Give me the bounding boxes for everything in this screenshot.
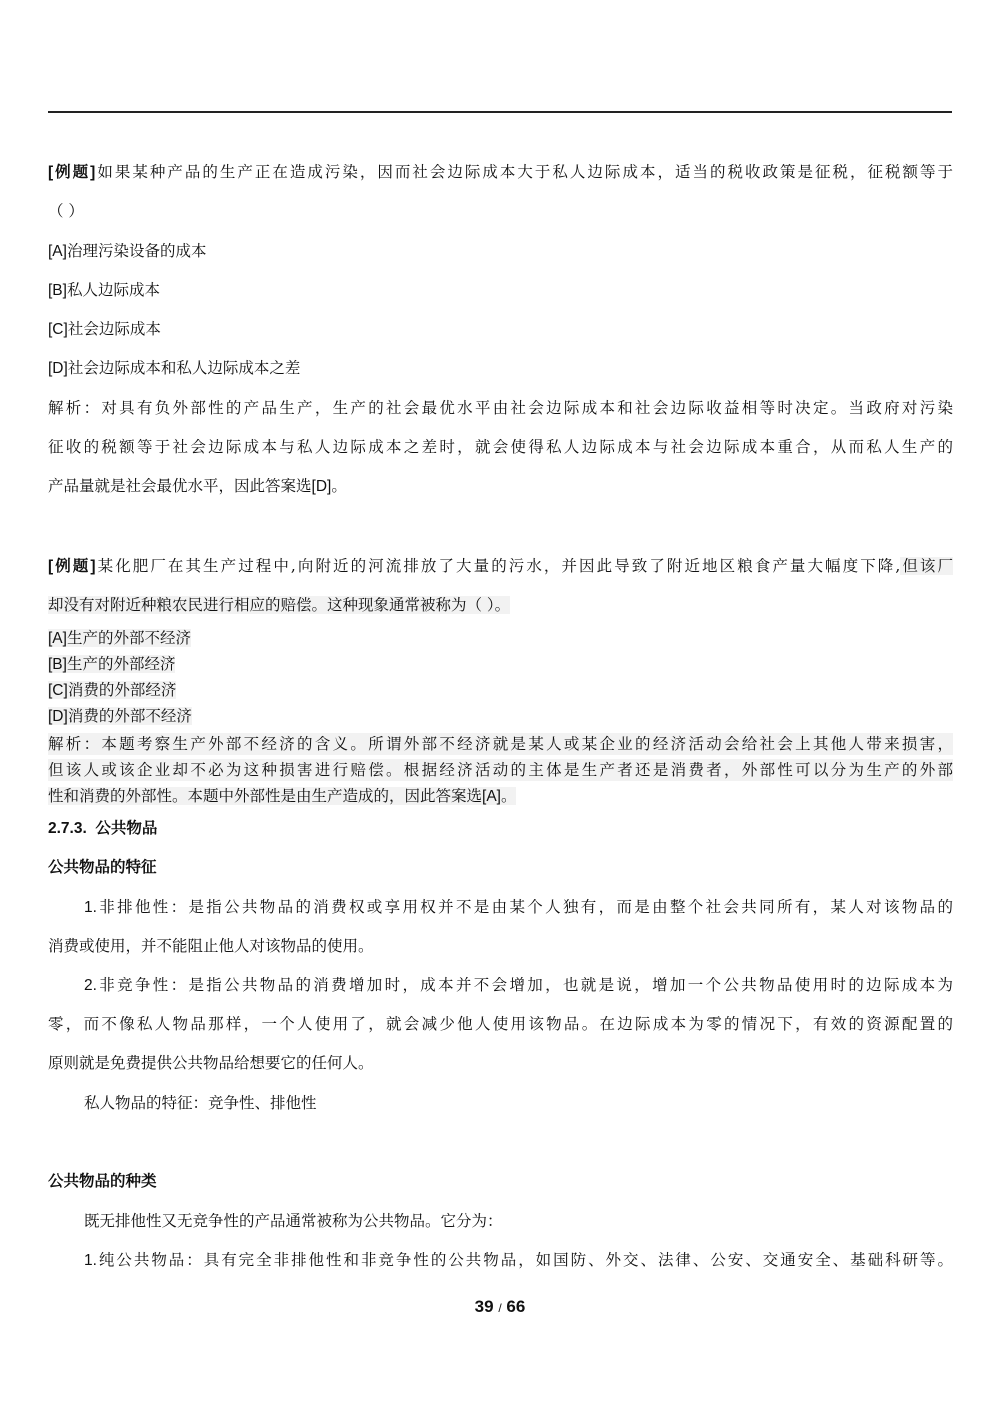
page-number [0,1297,1000,1317]
example2-option-d: [D]消费的外部不经济 [48,707,192,725]
types-heading: 公共物品的种类 [48,1173,157,1190]
example1-tag: [例题] [48,164,96,181]
types-intro: 既无排他性又无竞争性的产品通常被称为公共物品。它分为： [84,1212,503,1230]
example1-option-a: [A]治理污染设备的成本 [48,242,207,260]
features-item2-line2: 零，而不像私人物品那样，一个人使用了，就会减少他人使用该物品。在边际成本为零的情况下，有效的资源配置的 [48,1015,953,1033]
example1-question-line1: [例题]如果某种产品的生产正在造成污染，因而社会边际成本大于私人边际成本，适当的税收政策是征税，征税额等于 [48,163,953,181]
example1-question-line2: （ ） [48,202,84,220]
example1-option-c: [C]社会边际成本 [48,320,161,338]
header-rule [48,111,952,113]
example2-option-b: [B]生产的外部经济 [48,655,176,673]
example2-analysis-line1: 解析：本题考察生产外部不经济的含义。所谓外部不经济就是某人或某企业的经济活动会给社会上其他人带来损害， [48,735,953,753]
example1-option-b: [B]私人边际成本 [48,281,160,299]
types-item1: 1.纯公共物品：具有完全非排他性和非竞争性的公共物品，如国防、外交、法律、公安、交通安全、基础科研等。 [84,1251,953,1269]
features-item1-line1: 1.非排他性：是指公共物品的消费权或享用权并不是由某个人独有，而是由整个社会共同所有，某人对该物品的 [84,898,953,916]
example2-question-line2: 却没有对附近种粮农民进行相应的赔偿。这种现象通常被称为（ ）。 [48,596,511,614]
example1-analysis-line3: 产品量就是社会最优水平，因此答案选[D]。 [48,477,347,495]
features-item2-line1: 2.非竞争性：是指公共物品的消费增加时，成本并不会增加，也就是说，增加一个公共物品使用时的边际成本为 [84,976,953,994]
current-page: 39 [474,1297,494,1316]
page-separator: / [498,1301,502,1315]
example2-analysis-line2: 但该人或该企业却不必为这种损害进行赔偿。根据经济活动的主体是生产者还是消费者，外部性可以分为生产的外部 [48,761,953,779]
features-item1-line2: 消费或使用，并不能阻止他人对该物品的使用。 [48,937,374,955]
example2-question-line1: [例题]某化肥厂在其生产过程中,向附近的河流排放了大量的污水，并因此导致了附近地区粮食产量大幅度下降,但该厂 [48,557,953,575]
features-item2-line3: 原则就是免费提供公共物品给想要它的任何人。 [48,1054,374,1072]
example2-analysis-line3: 性和消费的外部性。本题中外部性是由生产造成的，因此答案选[A]。 [48,787,517,805]
features-heading: 公共物品的特征 [48,859,157,876]
section-heading: 2.7.3. 公共物品 [48,820,158,837]
example1-analysis-line2: 征收的税额等于社会边际成本与私人边际成本之差时，就会使得私人边际成本与社会边际成本重合，从而私人生产的 [48,438,953,456]
private-goods-note: 私人物品的特征：竞争性、排他性 [84,1094,317,1112]
total-pages: 66 [506,1297,526,1316]
example1-option-d: [D]社会边际成本和私人边际成本之差 [48,359,301,377]
example1-analysis-line1: 解析：对具有负外部性的产品生产，生产的社会最优水平由社会边际成本和社会边际收益相等时决定。当政府对污染 [48,399,953,417]
example2-option-a: [A]生产的外部不经济 [48,629,191,647]
example2-tag: [例题] [48,558,96,575]
example2-option-c: [C]消费的外部经济 [48,681,177,699]
